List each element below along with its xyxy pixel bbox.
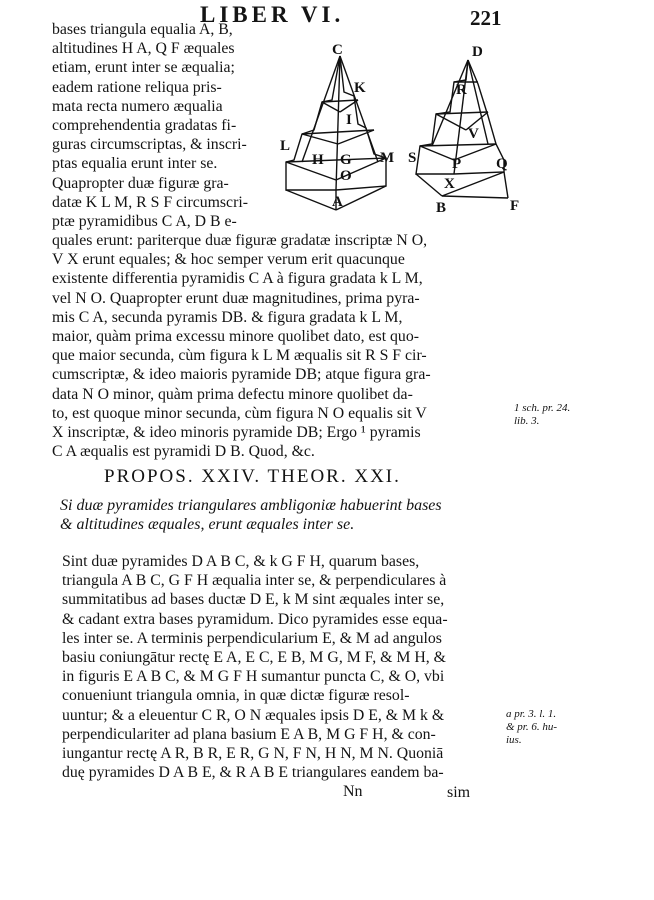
figure-label-g: G — [340, 152, 352, 168]
text-line: data N O minor, quàm prima defectu minore quolibet da- — [52, 385, 413, 403]
enunciation-line: & altitudines æquales, erunt æquales inter se. — [60, 516, 355, 534]
proof-line: duę pyramides D A B E, & R A B E triangulares eandem ba- — [62, 764, 444, 782]
figure-label-b: B — [436, 200, 447, 216]
catchword: sim — [447, 784, 471, 801]
text-line: existente differentia pyramidis C A à figura gradata k L M, — [52, 270, 423, 288]
text-line: mis C A, secunda pyramis DB. & figura gradata k L M, — [52, 308, 403, 326]
text-line: V X erunt equales; & hoc semper verum erit quacunque — [52, 251, 405, 269]
figure-label-i: I — [346, 112, 352, 128]
figure-label-q: Q — [496, 156, 508, 172]
proof-line: perpendiculariter ad plana basium E A B, M G F H, & con- — [62, 725, 436, 743]
margin-note-line: 1 sch. pr. 24. — [514, 402, 571, 414]
proof-line: triangula A B C, G F H æqualia inter se, & perpendiculares à — [62, 572, 447, 590]
proof-line: basiu coniungātur rectę E A, E C, E B, M G, M F, & M H, & — [62, 648, 446, 666]
text-line: guras circumscriptas, & inscri- — [52, 136, 247, 154]
figure-label-h: H — [312, 152, 324, 168]
figure-label-s: S — [408, 150, 417, 166]
signature-mark: Nn — [343, 783, 363, 800]
proof-line: in figuris E A B C, & M G F H sumantur puncta C, & O, vbi — [62, 668, 445, 686]
margin-note-line: ius. — [506, 734, 522, 746]
text-line: eadem ratione reliqua pris- — [52, 78, 222, 96]
margin-note-line: a pr. 3. l. 1. — [506, 708, 557, 720]
proof-line: summitatibus ad bases ductæ D E, k M sint æquales inter se, — [62, 591, 445, 609]
text-line: cumscriptæ, & ideo maioris pyramide DB; atque figura gra- — [52, 366, 431, 384]
margin-note-1 — [514, 402, 570, 428]
text-line: X inscriptæ, & ideo minoris pyramide DB; Ergo ¹ pyramis — [52, 423, 421, 441]
text-line: etiam, erunt inter se æqualia; — [52, 59, 235, 77]
figure-label-o: O — [340, 168, 352, 184]
page-number: 221 — [470, 6, 502, 30]
text-line: comprehendentia gradatas fi- — [52, 116, 237, 134]
figure-label-p: P — [452, 156, 462, 172]
margin-note-line: & pr. 6. hu- — [506, 721, 558, 733]
text-line: vel N O. Quapropter erunt duæ magnitudines, prima pyra- — [52, 289, 420, 307]
figure-label-k: K — [354, 80, 366, 96]
text-line: C A æqualis est pyramidi D B. Quod, &c. — [52, 443, 315, 461]
text-line: mata recta numero æqualia — [52, 97, 223, 115]
margin-note-line: lib. 3. — [514, 415, 540, 427]
proof-line: iungantur rectę A R, B R, E R, G N, F N, H N, M N. Quoniā — [62, 744, 444, 762]
proof-line: conueniunt triangula omnia, in quæ dictæ figuræ resol- — [62, 687, 410, 705]
figure-label-a: A — [332, 194, 343, 210]
proof-line: uuntur; & a eleuentur C R, O N æquales ipsis D E, & M k & — [62, 706, 445, 724]
proposition-heading: PROPOS. XXIV. THEOR. XXI. — [104, 466, 401, 487]
proof-line: & cadant extra bases pyramidum. Dico pyramides esse equa- — [62, 610, 448, 628]
enunciation-line: Si duæ pyramides triangulares ambligoniæ habuerint bases — [60, 497, 442, 514]
figure-label-f: F — [510, 198, 520, 214]
text-line: que maior secunda, cùm figura k L M æqualis sit R S F cir- — [52, 347, 427, 365]
figure-label-m: M — [380, 150, 395, 166]
text-line: datæ K L M, R S F circumscri- — [52, 193, 248, 211]
text-line: maior, quàm prima excessu minore quolibet dato, est quo- — [52, 328, 419, 345]
text-block-top — [52, 20, 522, 461]
text-line: ptas equalia erunt inter se. — [52, 155, 218, 173]
text-line: Quapropter duæ figuræ gra- — [52, 174, 229, 192]
figure-label-v: V — [468, 126, 479, 142]
figure-label-x: X — [444, 176, 455, 192]
text-line: to, est quoque minor secunda, cùm figura N O equalis sit V — [52, 404, 427, 422]
figure-label-r: R — [456, 82, 467, 98]
figure-label-c: C — [332, 42, 343, 58]
text-line: quales erunt: pariterque duæ figuræ gradatæ inscriptæ N O, — [52, 232, 428, 250]
proof-line: les inter se. A terminis perpendicularium E, & M ad angulos — [62, 629, 442, 647]
text-line: altitudines H A, Q F æquales — [52, 40, 235, 58]
proof-line: Sint duæ pyramides D A B C, & k G F H, quarum bases, — [62, 553, 420, 570]
proof-text — [62, 552, 510, 782]
figure-label-l: L — [280, 138, 291, 154]
margin-note-2 — [506, 708, 557, 747]
text-line: bases triangula equalia A, B, — [52, 21, 233, 38]
text-line: ptæ pyramidibus C A, D B e- — [52, 212, 237, 230]
running-head: LIBER VI. — [200, 2, 345, 27]
figure-label-d: D — [472, 44, 483, 60]
proposition-enunciation — [60, 496, 442, 534]
